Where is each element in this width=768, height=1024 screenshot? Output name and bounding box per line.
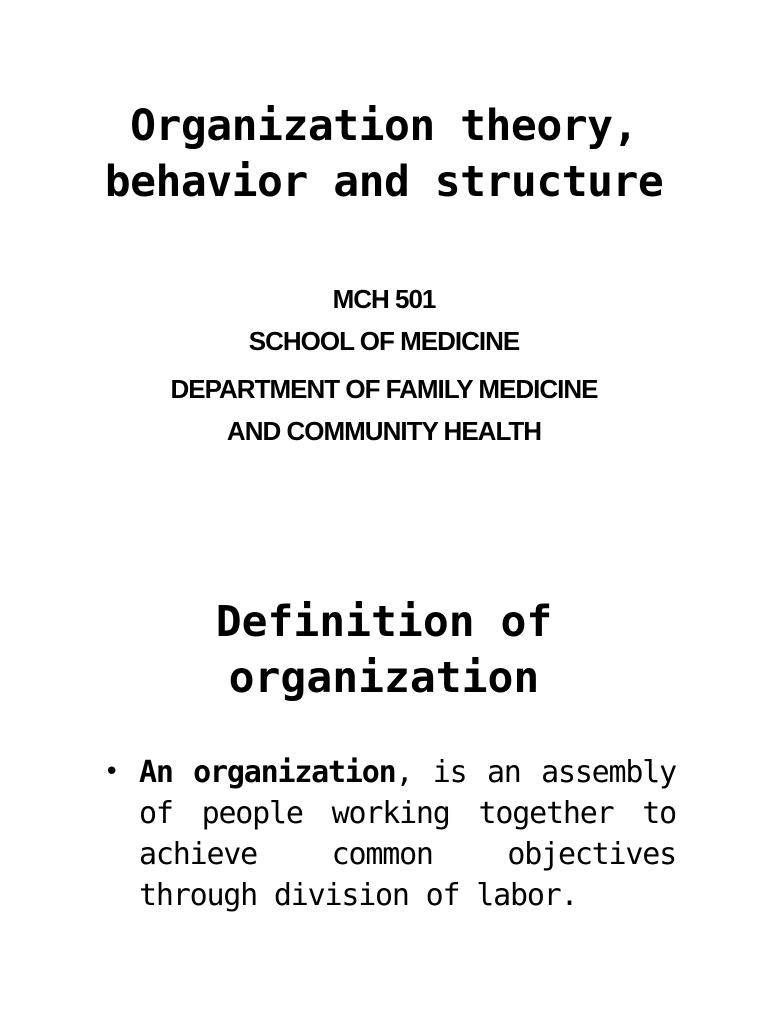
title-line-2: behavior and structure xyxy=(104,157,664,207)
slide-subtitle xyxy=(0,278,768,452)
school-name: SCHOOL OF MEDICINE xyxy=(248,326,520,356)
department-line-1: DEPARTMENT OF FAMILY MEDICINE xyxy=(170,374,598,404)
definition-heading-line-1: Definition of xyxy=(215,597,553,647)
defined-term: An organization xyxy=(139,755,396,790)
definition-heading-line-2: organization xyxy=(228,653,540,703)
course-code: MCH 501 xyxy=(332,284,436,314)
department-line-2: AND COMMUNITY HEALTH xyxy=(226,416,542,446)
definition-text: , is an assembly of people working together to achieve common objectives through division of labor. xyxy=(139,755,676,913)
bullet-marker: • xyxy=(104,757,119,787)
bullet-list xyxy=(104,752,676,916)
slide-definition xyxy=(0,512,768,1024)
title-line-1: Organization theory, xyxy=(130,101,638,151)
bullet-item xyxy=(104,752,676,916)
slide-title-heading xyxy=(0,98,768,210)
definition-heading xyxy=(0,594,768,706)
